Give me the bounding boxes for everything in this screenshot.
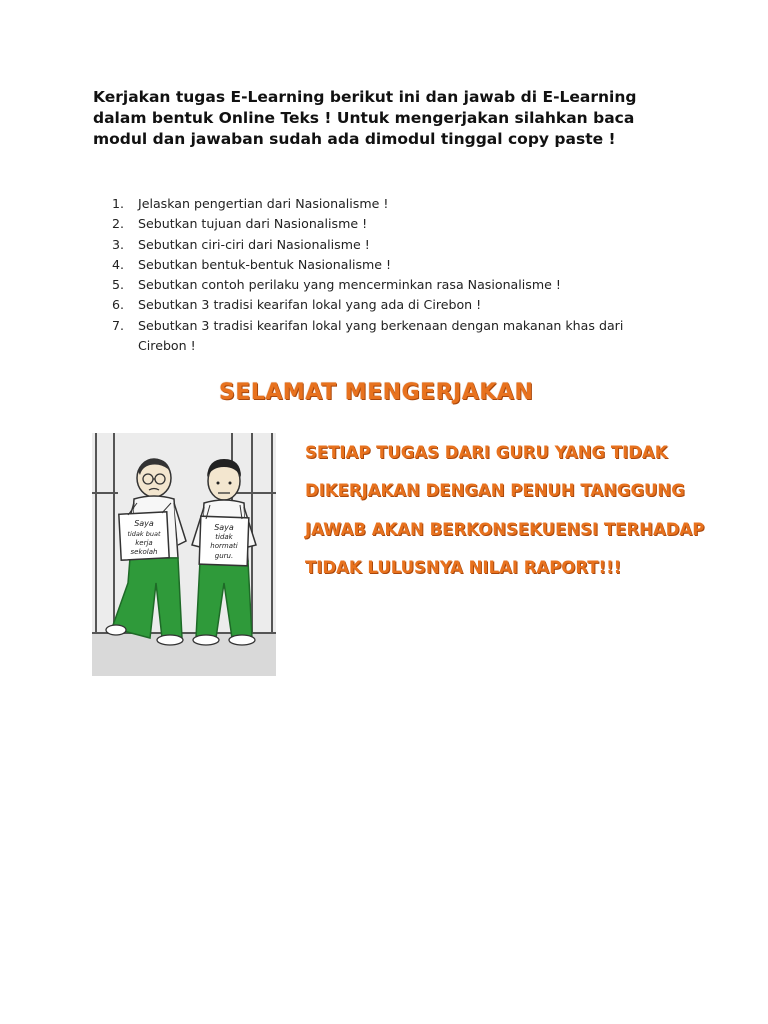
- question-number: 7.: [112, 317, 125, 333]
- question-text: Sebutkan 3 tradisi kearifan lokal yang ada di Cirebon !: [138, 297, 482, 313]
- question-number: 3.: [112, 236, 125, 252]
- instruction-line-1: Kerjakan tugas E-Learning berikut ini dan jawab di E-Learning: [93, 88, 637, 106]
- instruction-line-3: modul dan jawaban sudah ada dimodul tinggal copy paste !: [93, 130, 616, 148]
- question-text-continued: Cirebon !: [138, 338, 196, 354]
- question-text: Sebutkan contoh perilaku yang mencerminkan rasa Nasionalisme !: [138, 277, 561, 293]
- warning-line-4: TIDAK LULUSNYA NILAI RAPORT!!!: [305, 557, 622, 577]
- question-item: [112, 295, 702, 315]
- question-item: [112, 235, 702, 255]
- question-text: Sebutkan tujuan dari Nasionalisme !: [138, 216, 368, 232]
- question-text: Sebutkan ciri-ciri dari Nasionalisme !: [138, 236, 370, 252]
- sign-right-line-4: guru.: [214, 552, 234, 560]
- question-number: 6.: [112, 297, 125, 313]
- question-number: 1.: [112, 196, 125, 211]
- question-item: [112, 194, 702, 214]
- warning-line-1: SETIAP TUGAS DARI GURU YANG TIDAK: [305, 443, 668, 462]
- sign-left-line-4: sekolah: [130, 548, 158, 556]
- question-text: Sebutkan bentuk-bentuk Nasionalisme !: [138, 256, 392, 272]
- sign-right-line-1: Saya: [214, 523, 234, 532]
- cartoon-illustration: [92, 433, 276, 676]
- question-list: [112, 194, 702, 356]
- sign-left-line-2: tidak buat: [127, 530, 161, 538]
- cartoon-svg: [92, 433, 276, 676]
- question-text: Jelaskan pengertian dari Nasionalisme !: [138, 196, 389, 211]
- instruction-line-2: dalam bentuk Online Teks ! Untuk mengerjakan silahkan baca: [93, 109, 635, 127]
- question-text: Sebutkan 3 tradisi kearifan lokal yang berkenaan dengan makanan khas dari: [138, 317, 624, 333]
- question-number: 5.: [112, 277, 125, 293]
- instruction-paragraph: [93, 87, 693, 150]
- warning-message: [305, 443, 725, 596]
- warning-line-2: DIKERJAKAN DENGAN PENUH TANGGUNG: [305, 481, 685, 501]
- greeting-banner: SELAMAT MENGERJAKAN: [219, 380, 534, 405]
- sign-left-line-1: Saya: [134, 519, 154, 528]
- warning-line-3: JAWAB AKAN BERKONSEKUENSI TERHADAP: [305, 519, 705, 539]
- question-number: 4.: [112, 256, 125, 272]
- question-number: 2.: [112, 216, 125, 232]
- sign-right-line-2: tidak: [215, 533, 233, 541]
- question-item: [112, 316, 702, 357]
- sign-left-line-3: kerja: [135, 539, 153, 547]
- question-item: [112, 255, 702, 275]
- question-item: [112, 275, 702, 295]
- question-item: [112, 214, 702, 234]
- sign-right-line-3: hormati: [210, 542, 238, 550]
